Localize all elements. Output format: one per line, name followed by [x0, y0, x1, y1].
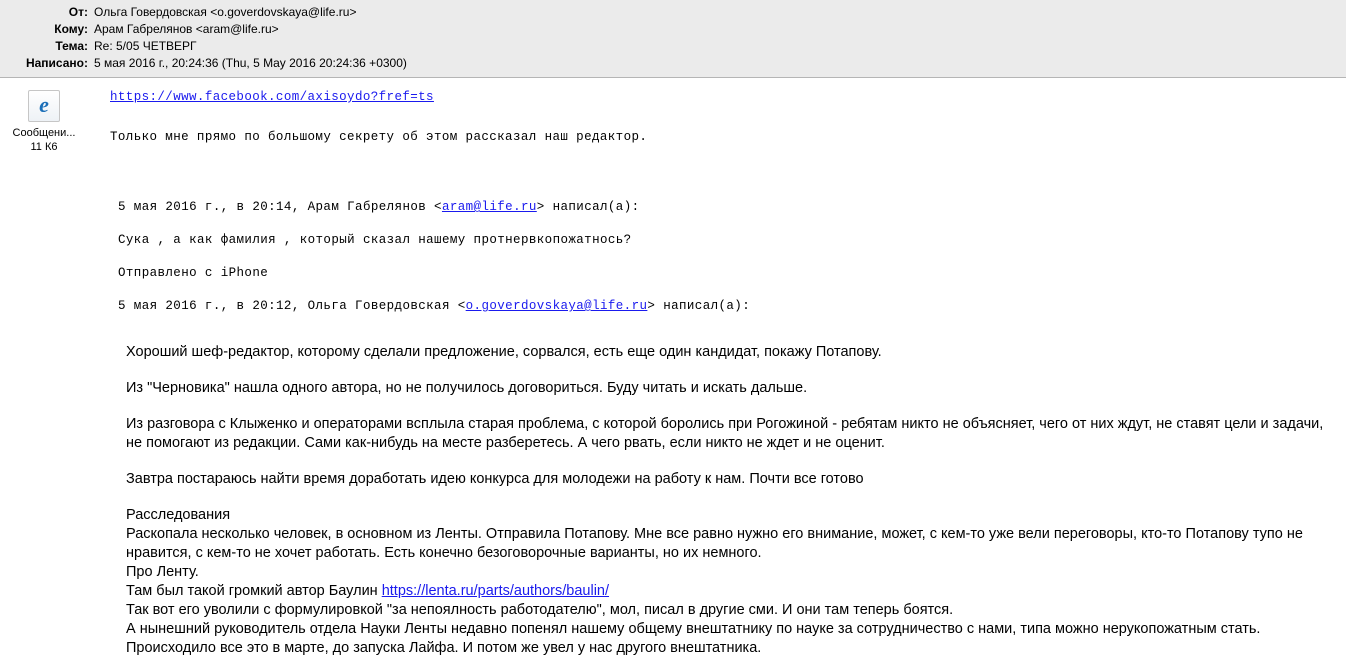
header-label-subject: Тема:	[55, 39, 88, 53]
header-label-from: От:	[68, 5, 88, 19]
quote-attribution-2	[118, 299, 1332, 313]
message-header	[0, 0, 1346, 78]
attachment-name: Сообщени...	[12, 127, 76, 139]
paragraph-baulin	[126, 582, 1332, 601]
header-label-date: Написано:	[25, 56, 88, 70]
baulin-profile-link[interactable]: https://lenta.ru/parts/authors/baulin/	[381, 583, 610, 599]
message-body	[0, 78, 1346, 658]
header-value-from: Ольга Говердовская <o.goverdovskaya@life.ru>	[94, 5, 357, 19]
intro-paragraph: Только мне прямо по большому секрету об этом рассказал наш редактор.	[110, 130, 648, 144]
quote-signature: Отправлено с iPhone	[118, 266, 269, 280]
header-row-subject	[0, 38, 1346, 55]
investigations-title: Расследования	[126, 507, 231, 523]
rich-text-body	[126, 343, 1332, 658]
quote-attribution-2-pre: 5 мая 2016 г., в 20:12, Ольга Говердовская <	[118, 299, 466, 313]
header-value-to: Арам Габрелянов <aram@life.ru>	[94, 22, 279, 36]
quote-attribution-1-post: > написал(а):	[536, 200, 640, 214]
paragraph-march: Происходило все это в марте, до запуска Лайфа. И потом же увел у нас другого внештатника.	[126, 640, 762, 656]
paragraph-contest: Завтра постараюсь найти время доработать идею конкурса для молодежи на работу к нам. Почти все готово	[126, 471, 864, 487]
olga-email-link[interactable]: o.goverdovskaya@life.ru	[465, 299, 648, 313]
paragraph-fired: Так вот его уволили с формулировкой "за непоялность работодателю", мол, писал в другие сми. И они там теперь боятся.	[126, 602, 954, 618]
header-row-date	[0, 55, 1346, 72]
paragraph-chernovik: Из "Черновика" нашла одного автора, но не получилось договориться. Буду читать и искать дальше.	[126, 380, 808, 396]
paragraph-about-lenta: Про Ленту.	[126, 564, 199, 580]
quote-text-1: Сука , а как фамилия , который сказал нашему протнервкопожатнось?	[118, 233, 632, 247]
paragraph-operators: Из разговора с Клыженко и операторами всплыла старая проблема, с которой боролись при Рогожиной - ребятам никто не объясняет, чего от них ждут, не ставят цели и задачи, не помогают из редакции. Сами как-нибудь на месте разберетесь. А чего рвать, если никто не ждет и не оценит.	[126, 416, 1324, 451]
header-value-subject: Re: 5/05 ЧЕТВЕРГ	[94, 39, 197, 53]
header-row-from	[0, 4, 1346, 21]
facebook-link-row	[110, 88, 1332, 104]
message-content	[88, 78, 1346, 658]
paragraph-chief-editor: Хороший шеф-редактор, которому сделали предложение, сорвался, есть еще один кандидат, покажу Потапову.	[126, 344, 882, 360]
facebook-link[interactable]: https://www.facebook.com/axisoydo?fref=ts	[110, 90, 434, 104]
quote-attribution-1-pre: 5 мая 2016 г., в 20:14, Арам Габрелянов <	[118, 200, 442, 214]
investigations-block	[126, 506, 1332, 658]
internet-explorer-document-icon[interactable]	[28, 90, 60, 122]
header-label-to: Кому:	[54, 22, 88, 36]
paragraph-science-head: А нынешний руководитель отдела Науки Ленты недавно попенял нашему общему внештатнику по науке за сотрудничество с нами, типа можно нерукопожатным стать.	[126, 621, 1261, 637]
quoted-message-block	[118, 200, 1332, 313]
attachment-column[interactable]	[0, 78, 88, 154]
attachment-size: 11 К6	[30, 141, 58, 153]
paragraph-baulin-text: Там был такой громкий автор Баулин	[126, 583, 382, 599]
quote-attribution-1	[118, 200, 1332, 214]
e-letter-glyph: e	[39, 92, 49, 117]
investigations-body: Раскопала несколько человек, в основном из Ленты. Отправила Потапову. Мне все равно нужно его внимание, может, с кем-то уже вели переговоры, кто-то Потапову тупо не нравится, с кем-то не хочет работать. Есть конечно безоговорочные варианты, но их немного.	[126, 526, 1303, 561]
aram-email-link[interactable]: aram@life.ru	[441, 200, 537, 214]
header-value-date: 5 мая 2016 г., 20:24:36 (Thu, 5 May 2016 20:24:36 +0300)	[94, 56, 407, 70]
header-row-to	[0, 21, 1346, 38]
quote-attribution-2-post: > написал(а):	[647, 299, 751, 313]
